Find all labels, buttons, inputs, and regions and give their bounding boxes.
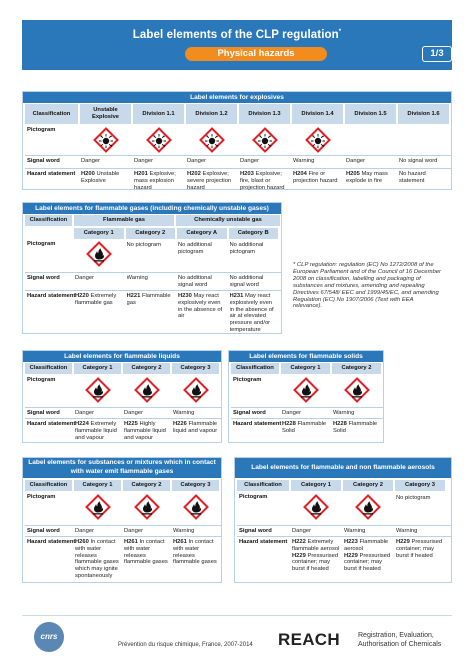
flame-pictogram-icon (344, 377, 370, 403)
row-label-signal: Signal word (233, 410, 266, 416)
pictogram-note: No additional pictogram (178, 242, 212, 255)
row-label-pictogram: Pictogram (239, 494, 268, 500)
hazard-statement: H224 Extremely flammable liquid and vapour (75, 421, 117, 441)
flame-pictogram-icon (134, 377, 160, 403)
hazard-statement: H226 Flammable liquid and vapour (173, 421, 218, 434)
row-label-signal: Signal word (27, 410, 60, 416)
flame-pictogram-icon (355, 494, 381, 520)
column-header: Division 1.2 (186, 104, 237, 124)
column-header: Division 1.5 (345, 104, 396, 124)
signal-word: Danger (124, 528, 144, 534)
row-label-signal: Signal word (27, 528, 60, 534)
flame-pictogram-icon (134, 494, 160, 520)
signal-word: Danger (124, 410, 144, 416)
signal-word: Warning (126, 275, 148, 281)
flame-pictogram-icon (183, 377, 209, 403)
pictogram-note: No additional pictogram (229, 242, 264, 255)
explosives-title: Label elements for explosives (23, 92, 451, 103)
regulation-note: * CLP regulation: regulation (EC) No 1272/2008 of the European Parliament and of the Council of 16 December 2008 on classification, labelling and packaging of substances and mixtures, amending and repealing Directives 67/548/ EEC and 1999/45/EC, and amending Regulation (EC) No 1907/2006 (Text with EEA relevance). (293, 262, 442, 310)
signal-word: Danger (346, 158, 366, 164)
flammable-solids-panel (228, 350, 384, 443)
row-label-hazard: Hazard statement (239, 539, 288, 545)
header-classification: Classification (25, 480, 72, 491)
group-chemically-unstable-gas: Chemically unstable gas (176, 215, 280, 226)
flame-pictogram-icon (183, 494, 209, 520)
signal-word: Danger (187, 158, 207, 164)
signal-word: Warning (396, 528, 418, 534)
row-label-hazard: Hazard statement (27, 293, 76, 299)
hazard-statement: H202 Explosive; severe projection hazard (187, 171, 232, 191)
hazard-statement: H222 Extremely flammable aerosol H229 Pressurised container; may burst if heated (292, 539, 340, 573)
signal-word: No additional signal word (178, 275, 212, 288)
header-classification: Classification (237, 480, 289, 491)
header-classification: Classification (25, 104, 78, 124)
column-header: Category 2 (123, 363, 170, 374)
column-header: Category 1 (291, 480, 341, 491)
row-label-pictogram: Pictogram (233, 377, 262, 383)
pictogram-note: No pictogram (126, 242, 161, 248)
exploding-bomb-pictogram-icon (199, 127, 225, 153)
signal-word: Warning (293, 158, 315, 164)
hazard-statement: H228 Flammable Solid (282, 421, 327, 434)
exploding-bomb-pictogram-icon (252, 127, 278, 153)
exploding-bomb-pictogram-icon (93, 127, 119, 153)
hazard-statement: H201 Explosive; mass explosion hazard (134, 171, 176, 191)
page-title: Label elements of the CLP regulation* (132, 29, 342, 41)
hazard-statement: H261 In contact with water releases flammable gases (124, 539, 168, 566)
signal-word: Danger (240, 158, 260, 164)
signal-word: Danger (75, 410, 95, 416)
flammable-liquids-panel (22, 350, 222, 443)
column-header: Category 2 (343, 480, 393, 491)
row-label-signal: Signal word (27, 275, 60, 281)
column-header: Category 3 (172, 363, 219, 374)
flammable-liquids-title: Label elements for flammable liquids (23, 351, 221, 362)
hazard-statement: H228 Flammable Solid (333, 421, 378, 434)
hazard-statement: H223 Flammable aerosol H229 Pressurised container; may burst if heated (344, 539, 391, 573)
signal-word: No additional signal word (229, 275, 264, 288)
section-pill: Physical hazards (185, 47, 327, 61)
header-classification: Classification (25, 363, 72, 374)
column-header: Division 1.6 (398, 104, 449, 124)
header-classification: Classification (25, 215, 72, 226)
footer-source: Prévention du risque chimique, France, 2007-2014 (118, 642, 253, 648)
water-gases-panel (22, 457, 222, 583)
column-header: Division 1.1 (133, 104, 184, 124)
row-label-signal: Signal word (239, 528, 272, 534)
exploding-bomb-pictogram-icon (146, 127, 172, 153)
column-header: Division 1.3 (239, 104, 290, 124)
column-header: Unstable Explosive (80, 104, 131, 124)
row-label-hazard: Hazard statement (27, 421, 76, 427)
signal-word: Warning (173, 410, 195, 416)
column-header: Category 2 (123, 480, 170, 491)
signal-word: Danger (75, 275, 95, 281)
aerosols-panel (234, 457, 452, 583)
hazard-statement: H204 Fire or projection hazard (293, 171, 338, 184)
column-header: Category 2 (332, 363, 381, 374)
hazard-statement: H205 May mass explode in fire (346, 171, 388, 184)
hazard-statement: H260 In contact with water releases flammable gases which may ignite spontaneously (75, 539, 119, 579)
column-header: Category 1 (74, 363, 121, 374)
column-header: Category 3 (395, 480, 445, 491)
signal-word: No signal word (399, 158, 438, 164)
flame-pictogram-icon (85, 494, 111, 520)
signal-word: Danger (134, 158, 154, 164)
row-label-hazard: Hazard statement (233, 421, 282, 427)
water-gases-title: Label elements for substances or mixtures which in contact with water emit flammable gases (23, 458, 221, 478)
hazard-statement: H229 Pressurised container; may burst if heated (396, 539, 443, 559)
flame-pictogram-icon (293, 377, 319, 403)
hazard-statement: H261 In contact with water releases flammable gases (173, 539, 217, 566)
column-header: Category 1 (74, 480, 121, 491)
flammable-solids-title: Label elements for flammable solids (229, 351, 383, 362)
hazard-statement: H231 May react explosively even in the absence of air at elevated pressure and/or temperature (229, 293, 274, 333)
signal-word: Danger (81, 158, 101, 164)
signal-word: Danger (292, 528, 312, 534)
row-label-pictogram: Pictogram (27, 494, 56, 500)
flammable-gases-title: Label elements for flammable gases (including chemically unstable gases) (23, 203, 281, 214)
column-header: Category 2 (126, 228, 176, 239)
hazard-statement: H230 May react explosively even in the absence of air (178, 293, 223, 320)
column-header: Category A (177, 228, 227, 239)
column-header: Category 1 (74, 228, 124, 239)
signal-word: Warning (333, 410, 355, 416)
row-label-pictogram: Pictogram (27, 241, 56, 247)
aerosols-title: Label elements for flammable and non flammable aerosols (235, 458, 451, 478)
hazard-statement: H220 Extremely flammable gas (75, 293, 117, 306)
hazard-statement: H225 Highly flammable liquid and vapour (124, 421, 166, 441)
row-label-hazard: Hazard statement (27, 539, 76, 545)
flammable-gases-panel (22, 202, 282, 334)
cnrs-logo: cnrs (34, 622, 64, 652)
header-classification: Classification (231, 363, 279, 374)
signal-word: Warning (173, 528, 195, 534)
row-label-hazard: Hazard statement (27, 171, 76, 177)
row-label-pictogram: Pictogram (27, 377, 56, 383)
flame-pictogram-icon (86, 241, 112, 267)
reach-logo: REACH (278, 630, 340, 649)
page-number: 1/3 (422, 46, 452, 62)
group-flammable-gas: Flammable gas (74, 215, 174, 226)
page-header (22, 20, 452, 70)
column-header: Division 1.4 (292, 104, 343, 124)
reach-description: Registration, Evaluation, Authorisation of Chemicals (358, 632, 442, 648)
signal-word: Warning (344, 528, 366, 534)
flame-pictogram-icon (85, 377, 111, 403)
hazard-statement: H203 Explosive; fire, blast or projection hazard (240, 171, 285, 191)
hazard-statement: H221 Flammable gas (126, 293, 171, 306)
hazard-statement: H200 Unstable Explosive (81, 171, 120, 184)
exploding-bomb-pictogram-icon (305, 127, 331, 153)
pictogram-note: No pictogram (396, 495, 431, 501)
explosives-panel (22, 91, 452, 190)
row-label-signal: Signal word (27, 158, 60, 164)
signal-word: Danger (75, 528, 95, 534)
hazard-statement: No hazard statement (399, 171, 426, 184)
flame-pictogram-icon (303, 494, 329, 520)
column-header: Category 3 (172, 480, 219, 491)
column-header: Category B (229, 228, 279, 239)
signal-word: Danger (282, 410, 302, 416)
row-label-pictogram: Pictogram (27, 127, 56, 133)
column-header: Category 1 (281, 363, 330, 374)
